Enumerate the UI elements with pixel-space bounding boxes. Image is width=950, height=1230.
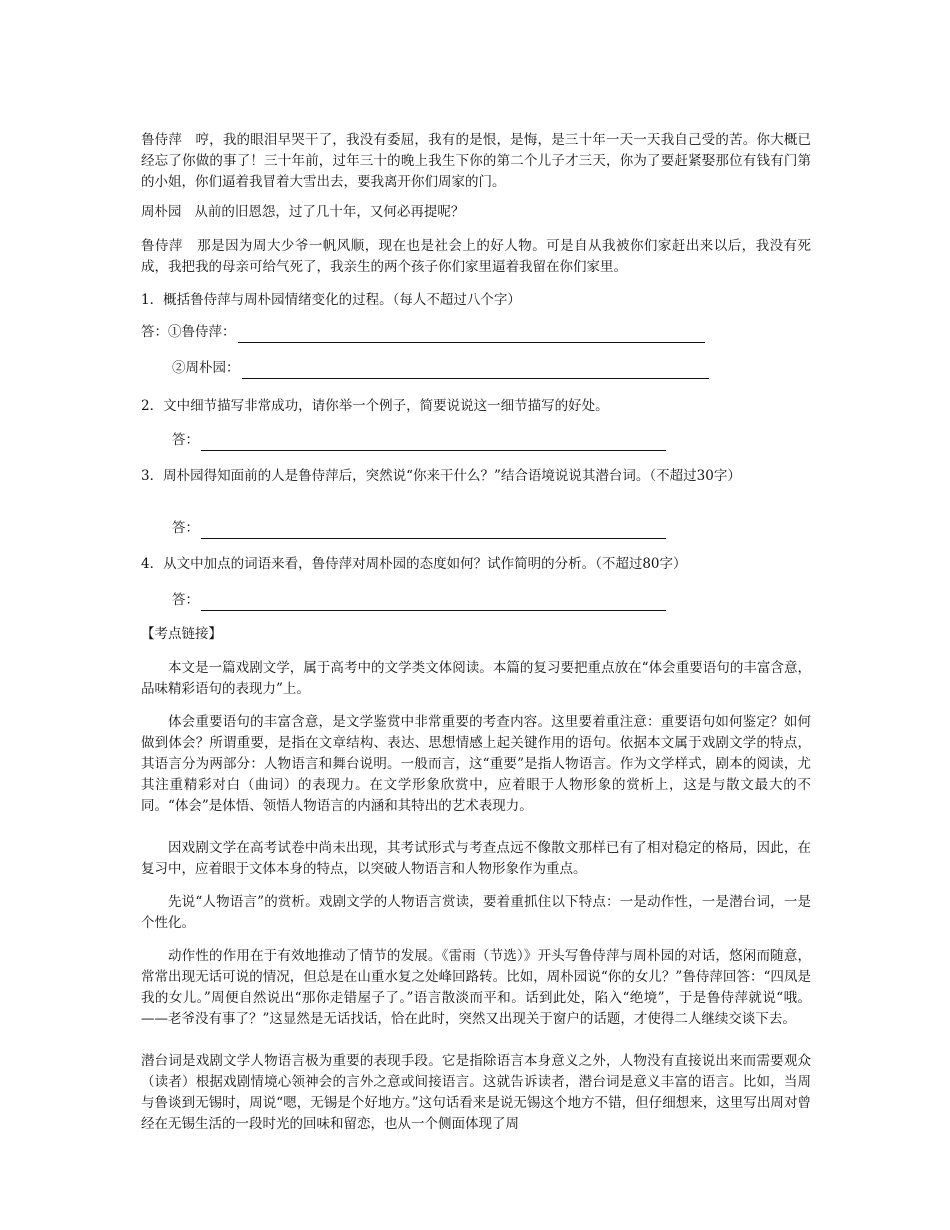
dialogue-text: 从前的旧恩怨，过了几十年，又何必再提呢？: [194, 204, 465, 220]
dialogue-line-2: [141, 202, 811, 223]
answer-line[interactable]: [238, 328, 705, 343]
answer-row: [172, 590, 666, 611]
question-1: 1．概括鲁侍萍与周朴园情绪变化的过程。（每人不超过八个字）: [141, 292, 521, 308]
dialogue-line-3: [141, 236, 811, 278]
question-3: 3．周朴园得知面前的人是鲁侍萍后，突然说“你来干什么？”结合语境说说其潜台词。（不超过30字）: [141, 468, 741, 484]
dialogue-text: 那是因为周大少爷一帆风顺，现在也是社会上的好人物。可是自从我被你们家赶出来以后，我没有死成，我把我的母亲可给气死了，我亲生的两个孩子你们家里逼着我留在你们家里。: [141, 238, 812, 275]
answer-row: [141, 322, 705, 343]
body-paragraph-4: 先说“人物语言”的赏析。戏剧文学的人物语言赏读，要着重抓住以下特点：一是动作性，一是潜台词，一是个性化。: [141, 894, 811, 931]
question-2: 2．文中细节描写非常成功，请你举一个例子，简要说说这一细节描写的好处。: [141, 398, 609, 414]
answer-label: 答：: [172, 592, 199, 608]
answer-line[interactable]: [201, 524, 666, 539]
answer-line[interactable]: [201, 596, 666, 611]
answer-row: [172, 518, 666, 539]
body-paragraph-2: 体会重要语句的丰富含意，是文学鉴赏中非常重要的考查内容。这里要着重注意：重要语句如何鉴定？如何做到体会？所谓重要，是指在文章结构、表达、思想情感上起关键作用的语句。依据本文属于戏剧文学的特点，其语言分为两部分：人物语言和舞台说明。一般而言，这“重要”是指人物语言。作为文学样式，剧本的阅读，尤其注重精彩对白（曲词）的表现力。在文学形象欣赏中，应着眼于人物形象的赏析上，这是与散文最大的不同。“体会”是体悟、领悟人物语言的内涵和其特出的艺术表现力。: [141, 714, 811, 814]
question-4: 4．从文中加点的词语来看，鲁侍萍对周朴园的态度如何？试作简明的分析。（不超过80字）: [141, 556, 687, 572]
speaker-name: 鲁侍萍: [141, 238, 183, 254]
answer-row: [172, 430, 666, 451]
speaker-name: 鲁侍萍: [141, 132, 183, 148]
dialogue-line-1: [141, 130, 811, 193]
body-paragraph-6: 潜台词是戏剧文学人物语言极为重要的表现手段。它是指除语言本身意义之外，人物没有直接说出来而需要观众（读者）根据戏剧情境心领神会的言外之意或间接语言。这就告诉读者，潜台词是意义丰富的语言。比如，当周与鲁谈到无锡时，周说“嗯，无锡是个好地方。”这句话看来是说无锡这个地方不错，但仔细想来，这里写出周对曾经在无锡生活的一段时光的回味和留恋，也从一个侧面体现了周: [141, 1053, 811, 1132]
body-paragraph-5: 动作性的作用在于有效地推动了情节的发展。《雷雨（节选）》开头写鲁侍萍与周朴园的对话，悠闲而随意，常常出现无话可说的情况，但总是在山重水复之处峰回路转。比如，周朴园说“你的女儿？”鲁侍萍回答：“四凤是我的女儿。”周便自然说出“那你走错屋子了。”语言散淡而平和。话到此处，陷入“绝境”，于是鲁侍萍就说“哦。——老爷没有事了？”这显然是无话找话，恰在此时，突然又出现关于窗户的话题，才使得二人继续交谈下去。: [141, 948, 811, 1027]
answer-line[interactable]: [201, 436, 666, 451]
answer-label: 答：①鲁侍萍：: [141, 324, 236, 340]
answer-line[interactable]: [242, 364, 709, 379]
body-paragraph-3: 因戏剧文学在高考试卷中尚未出现，其考试形式与考查点远不像散文那样已有了相对稳定的格局，因此，在复习中，应着眼于文体本身的特点，以突破人物语言和人物形象作为重点。: [141, 840, 811, 877]
body-paragraph-1: 本文是一篇戏剧文学，属于高考中的文学类文体阅读。本篇的复习要把重点放在“体会重要语句的丰富含意，品味精彩语句的表现力”上。: [141, 660, 811, 697]
answer-label: 答：: [172, 432, 199, 448]
dialogue-text: 哼，我的眼泪早哭干了，我没有委屈，我有的是恨，是悔，是三十年一天一天我自己受的苦。你大概已经忘了你做的事了！三十年前，过年三十的晚上我生下你的第二个儿子才三天，你为了要赶紧娶那位有钱有门第的小姐，你们逼着我冒着大雪出去，要我离开你们周家的门。: [141, 132, 812, 190]
answer-row: [172, 358, 709, 379]
speaker-name: 周朴园: [141, 204, 182, 220]
section-title: 【考点链接】: [141, 626, 222, 642]
answer-label: ②周朴园：: [172, 360, 240, 376]
answer-label: 答：: [172, 520, 199, 536]
